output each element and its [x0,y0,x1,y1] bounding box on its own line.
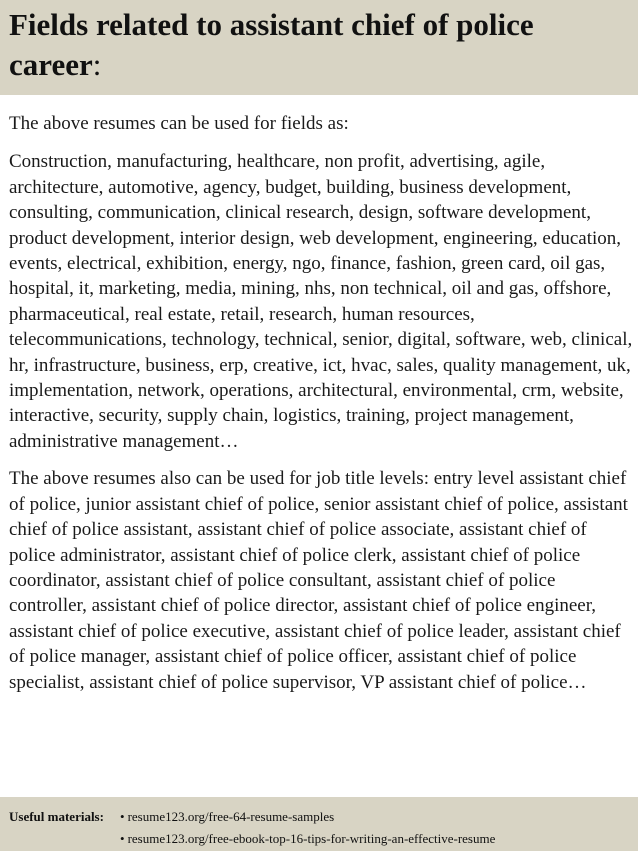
footer-band [0,797,638,851]
resume-samples-link[interactable]: resume123.org/free-64-resume-samples [127,809,335,824]
footer-link-item-2 [120,828,495,850]
page-title [9,5,630,85]
footer-row-1 [9,806,630,828]
bullet-icon: • [120,831,125,846]
fields-list: Construction, manufacturing, healthcare, non profit, advertising, agile, architecture, automotive, agency, budget, building, business development, consulting, communication, clinical research, design, software development, product development, interior design, web development, engineering, education, events, electrical, exhibition, energy, ngo, finance, fashion, green card, oil gas, hospital, it, marketing, media, mining, nhs, non technical, oil and gas, offshore, pharmaceutical, real estate, retail, research, human resources, telecommunications, technology, technical, senior, digital, software, web, clinical, hr, infrastructure, business, erp, creative, ict, hvac, sales, quality management, uk, implementation, network, operations, architectural, environmental, crm, website, interactive, security, supply chain, logistics, training, project management, administrative management… [9,151,633,452]
page-title-colon: : [92,47,102,82]
intro-text: The above resumes can be used for fields as: [9,113,349,134]
footer-label-spacer [9,828,120,850]
footer-row-2 [9,828,630,850]
page-title-text: Fields related to assistant chief of police career [9,7,534,82]
footer-link-item-1 [120,806,334,828]
useful-materials-label: Useful materials: [9,809,104,824]
header-band [0,0,638,95]
main-content [9,111,633,695]
job-levels-text: The above resumes also can be used for job title levels: entry level assistant chief of police, junior assistant chief of police, senior assistant chief of police, assistant chief of police assistant, assistant chief of police associate, assistant chief of police administrator, assistant chief of police clerk, assistant chief of police coordinator, assistant chief of police consultant, assistant chief of police controller, assistant chief of police director, assistant chief of police engineer, assistant chief of police executive, assistant chief of police leader, assistant chief of police manager, assistant chief of police officer, assistant chief of police specialist, assistant chief of police supervisor, VP assistant chief of police… [9,468,628,693]
ebook-tips-link[interactable]: resume123.org/free-ebook-top-16-tips-for-writing-an-effective-resume [127,831,496,846]
bullet-icon: • [120,809,125,824]
